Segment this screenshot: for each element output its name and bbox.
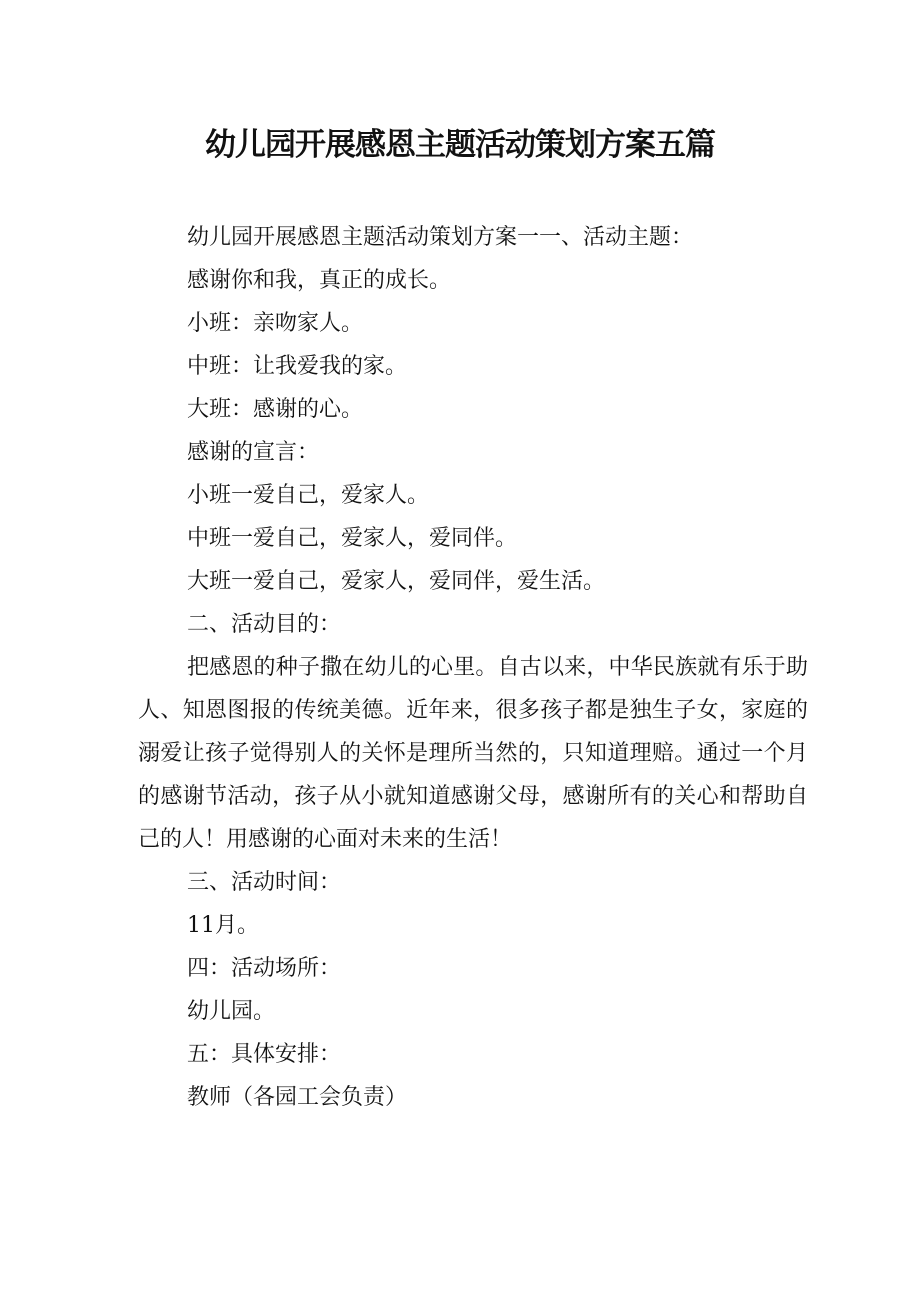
text-line: 幼儿园。 bbox=[187, 999, 276, 1024]
text-line: 小班一爱自己，爱家人。 bbox=[187, 483, 430, 508]
section-heading: 四：活动场所： bbox=[187, 956, 342, 981]
text-line: 教师（各园工会负责） bbox=[187, 1085, 408, 1110]
section-heading: 五：具体安排： bbox=[187, 1042, 342, 1067]
text-line: 幼儿园开展感恩主题活动策划方案一一、活动主题： bbox=[187, 225, 694, 250]
text-line: 中班一爱自己，爱家人，爱同伴。 bbox=[187, 526, 518, 551]
section-heading: 二、活动目的： bbox=[187, 612, 342, 637]
text-line: 小班：亲吻家人。 bbox=[187, 311, 364, 336]
document-body bbox=[138, 216, 808, 1119]
text-line: 中班：让我爱我的家。 bbox=[187, 354, 408, 379]
section-heading: 三、活动时间： bbox=[187, 870, 342, 895]
text-line: 11月。 bbox=[187, 913, 259, 938]
text-line: 感谢的宣言： bbox=[187, 440, 320, 465]
text-line: 大班：感谢的心。 bbox=[187, 397, 364, 422]
body-paragraph: 把感恩的种子撒在幼儿的心里。自古以来，中华民族就有乐于助人、知恩图报的传统美德。近年来，很多孩子都是独生子女，家庭的溺爱让孩子觉得别人的关怀是理所当然的，只知道理赔。通过一个月的感谢节活动，孩子从小就知道感谢父母，感谢所有的关心和帮助自己的人！用感谢的心面对未来的生活！ bbox=[138, 655, 808, 852]
document-title: 幼儿园开展感恩主题活动策划方案五篇 bbox=[205, 127, 715, 163]
text-line: 大班一爱自己，爱家人，爱同伴，爱生活。 bbox=[187, 569, 606, 594]
text-line: 感谢你和我，真正的成长。 bbox=[187, 268, 452, 293]
